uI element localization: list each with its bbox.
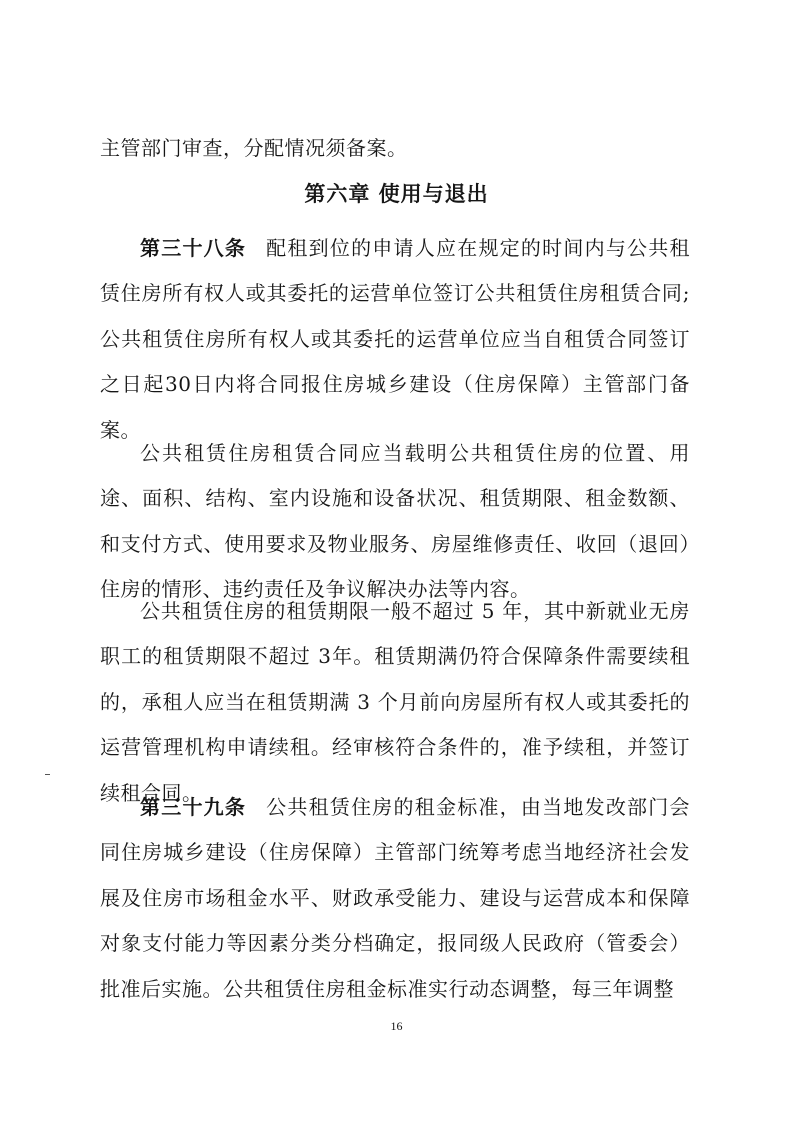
article-39-label: 第三十九条 bbox=[140, 795, 247, 819]
article-39-text: 公共租赁住房的租金标准，由当地发改部门会同住房城乡建设（住房保障）主管部门统筹考虑当地经济社会发展及住房市场租金水平、财政承受能力、建设与运营成本和保障对象支付能力等因素分类分档确定，报同级人民政府（管委会）批准后实施。公共租赁住房租金标准实行动态调整，每三年调整 bbox=[100, 795, 691, 1001]
scan-mark bbox=[45, 774, 50, 775]
lead-paragraph: 主管部门审查，分配情况须备案。 bbox=[100, 136, 408, 160]
lease-term-paragraph: 公共租赁住房的租赁期限一般不超过 5 年，其中新就业无房职工的租赁期限不超过 3年。租赁期满仍符合保障条件需要续租的，承租人应当在租赁期满 3 个月前向房屋所有权人或其委托的运营管理机构申请续租。经审核符合条件的，准予续租，并签订续租合同。 bbox=[100, 599, 690, 805]
contract-content-paragraph: 公共租赁住房租赁合同应当载明公共租赁住房的位置、用途、面积、结构、室内设施和设备状况、租赁期限、租金数额、和支付方式、使用要求及物业服务、房屋维修责任、收回（退回）住房的情形、违约责任及争议解决办法等内容。 bbox=[100, 441, 690, 602]
page-number: 16 bbox=[390, 1019, 403, 1033]
article-38-paragraph bbox=[100, 226, 690, 453]
chapter-title: 第六章 使用与退出 bbox=[304, 182, 489, 206]
article-38-text: 配租到位的申请人应在规定的时间内与公共租赁住房所有权人或其委托的运营单位签订公共租赁住房租赁合同;公共租赁住房所有权人或其委托的运营单位应当自租赁合同签订之日起30日内将合同报住房城乡建设（住房保障）主管部门备案。 bbox=[100, 236, 691, 442]
article-39-paragraph bbox=[100, 785, 690, 1012]
article-38-label: 第三十八条 bbox=[140, 236, 247, 260]
